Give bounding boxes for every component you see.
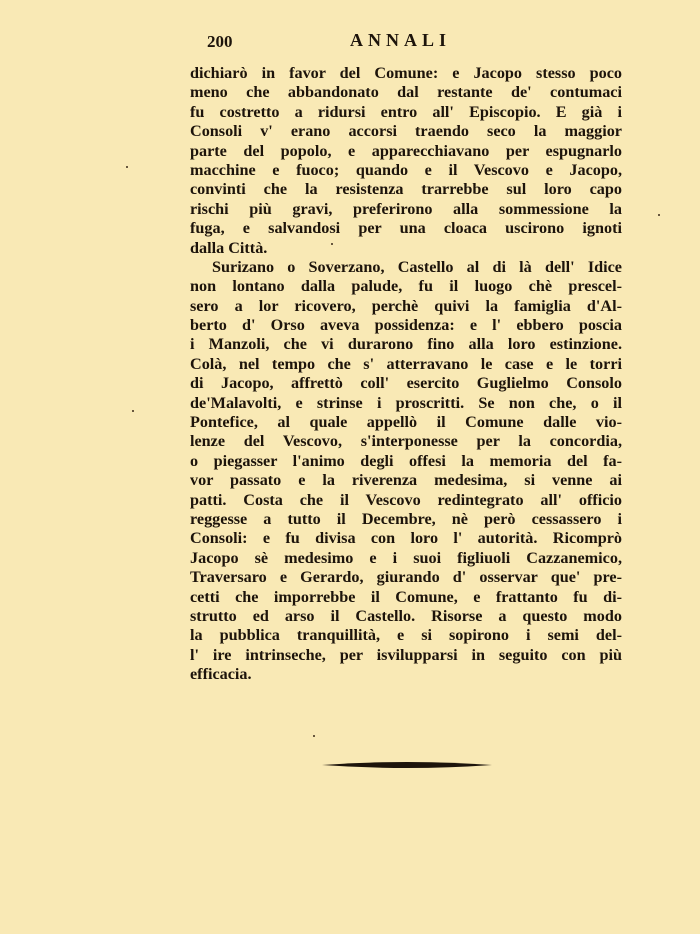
tailpiece-ornament (322, 760, 492, 770)
text-line: Traversaro e Gerardo, giurando d' osservar que' pre- (190, 568, 622, 587)
text-line: Jacopo sè medesimo e i suoi figliuoli Cazzanemico, (190, 548, 622, 567)
paragraph (190, 64, 622, 258)
print-speck (658, 214, 660, 216)
text-line: Consoli: e fu divisa con loro l' autorità. Ricomprò (190, 529, 622, 548)
text-line: Consoli v' erano accorsi traendo seco la maggior (190, 122, 622, 141)
text-line: strutto ed arso il Castello. Risorse a questo modo (190, 606, 622, 625)
text-line: dalla Città. (190, 238, 268, 257)
text-line: l' ire intrinseche, per isvilupparsi in seguito con più (190, 645, 622, 664)
text-line: parte del popolo, e apparecchiavano per espugnarlo (190, 141, 622, 160)
text-line: dichiarò in favor del Comune: e Jacopo stesso poco (190, 64, 622, 82)
text-line: efficacia. (190, 665, 252, 684)
text-line: i Manzoli, che vi durarono fino alla loro estinzione. (190, 335, 622, 354)
print-speck (313, 735, 315, 737)
text-line: convinti che la resistenza trarrebbe sul loro capo (190, 180, 622, 199)
text-line: sero a lor ricovero, perchè quivi la famiglia d'Al- (190, 296, 622, 315)
text-line: fu costretto a ridursi entro all' Episcopio. E già i (190, 102, 622, 121)
text-line: patti. Costa che il Vescovo redintegrato all' officio (190, 490, 622, 509)
text-line: meno che abbandonato dal restante de' contumaci (190, 83, 622, 102)
text-line: macchine e fuoco; quando e il Vescovo e Jacopo, (190, 160, 622, 179)
text-line: o piegasser l'animo degli offesi la memoria del fa- (190, 451, 622, 470)
text-line: vor passato e la riverenza medesima, si venne ai (190, 471, 622, 490)
text-line: reggesse a tutto il Decembre, nè però cessassero i (190, 509, 622, 528)
text-line: berto d' Orso aveva possidenza: e l' ebbero poscia (190, 316, 622, 335)
print-speck (331, 243, 333, 245)
text-line: la pubblica tranquillità, e si sopirono i semi del- (190, 626, 622, 645)
text-line: Pontefice, al quale appellò il Comune dalle vio- (190, 413, 622, 432)
body-text (190, 64, 622, 685)
page-number: 200 (207, 32, 233, 51)
print-speck (132, 410, 134, 412)
running-title: ANNALI (350, 30, 452, 50)
text-line: fuga, e salvandosi per una cloaca uscirono ignoti (190, 219, 622, 238)
text-line: lenze del Vescovo, s'interponesse per la concordia, (190, 432, 622, 451)
text-line: de'Malavolti, e strinse i proscritti. Se non che, o il (190, 393, 622, 412)
text-line: non lontano dalla palude, fu il luogo chè prescel- (190, 277, 622, 296)
paragraph (190, 258, 622, 685)
text-line: rischi più gravi, preferirono alla sommessione la (190, 199, 622, 218)
print-speck (126, 166, 128, 168)
running-head (190, 30, 622, 54)
text-line: Colà, nel tempo che s' atterravano le case e le torri (190, 354, 622, 373)
text-line: cetti che imporrebbe il Comune, e frattanto fu di- (190, 587, 622, 606)
text-line: Surizano o Soverzano, Castello al di là dell' Idice (212, 257, 622, 276)
text-line: di Jacopo, affrettò coll' esercito Guglielmo Consolo (190, 374, 622, 393)
